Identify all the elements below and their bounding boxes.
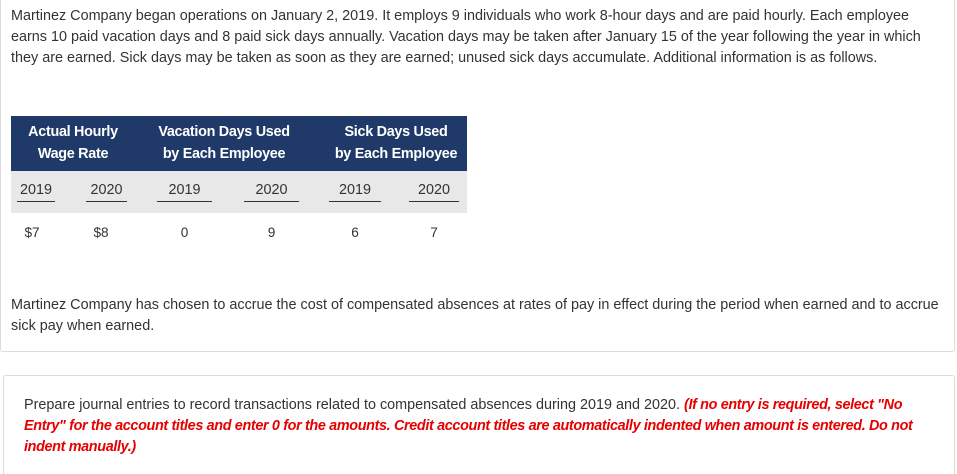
value-wage-2020: $8 (93, 225, 109, 240)
table-year-band (11, 171, 467, 213)
header-vacation-days-line2: by Each Employee (162, 146, 286, 162)
value-wage-2019: $7 (24, 225, 40, 240)
header-wage-rate-line2: Wage Rate (37, 146, 109, 162)
header-wage-rate (11, 121, 135, 165)
year-sick-2019: 2019 (329, 180, 381, 202)
year-wage-2020: 2020 (86, 180, 127, 202)
value-sick-2019: 6 (351, 225, 359, 240)
instructions-note: (If no entry is required, select "No Entry" for the account titles and enter 0 for the amounts. Credit account titles are automatically indented when amount is entered. Do not indent manually.) (24, 397, 913, 455)
instructions-paragraph (24, 395, 914, 458)
year-vacation-2019: 2019 (157, 180, 212, 202)
header-vacation-days-line1: Vacation Days Used (158, 124, 290, 140)
header-sick-days-line1: Sick Days Used (344, 124, 448, 140)
header-sick-days (325, 121, 467, 165)
value-vacation-2020: 9 (267, 225, 276, 240)
year-sick-2020: 2020 (409, 180, 459, 202)
value-sick-2020: 7 (430, 225, 438, 240)
value-vacation-2019: 0 (180, 225, 189, 240)
header-wage-rate-line1: Actual Hourly (28, 124, 118, 140)
header-vacation-days (149, 121, 299, 165)
year-vacation-2020: 2020 (244, 180, 299, 202)
policy-paragraph: Martinez Company has chosen to accrue the cost of compensated absences at rates of pay in effect during the period when earned and to accrue sick pay when earned. (11, 297, 939, 334)
instructions-text: Prepare journal entries to record transactions related to compensated absences during 2019 and 2020. (24, 397, 680, 413)
intro-paragraph: Martinez Company began operations on January 2, 2019. It employs 9 individuals who work 8-hour days and are paid hourly. Each employee earns 10 paid vacation days and 8 paid sick days annually. Vacation days may be taken after January 15 of the year following the year in which they are earned. Sick days may be taken as soon as they are earned; unused sick days accumulate. Additional information is as follows. (11, 8, 921, 66)
year-wage-2019: 2019 (17, 180, 55, 202)
header-sick-days-line2: by Each Employee (334, 146, 458, 162)
